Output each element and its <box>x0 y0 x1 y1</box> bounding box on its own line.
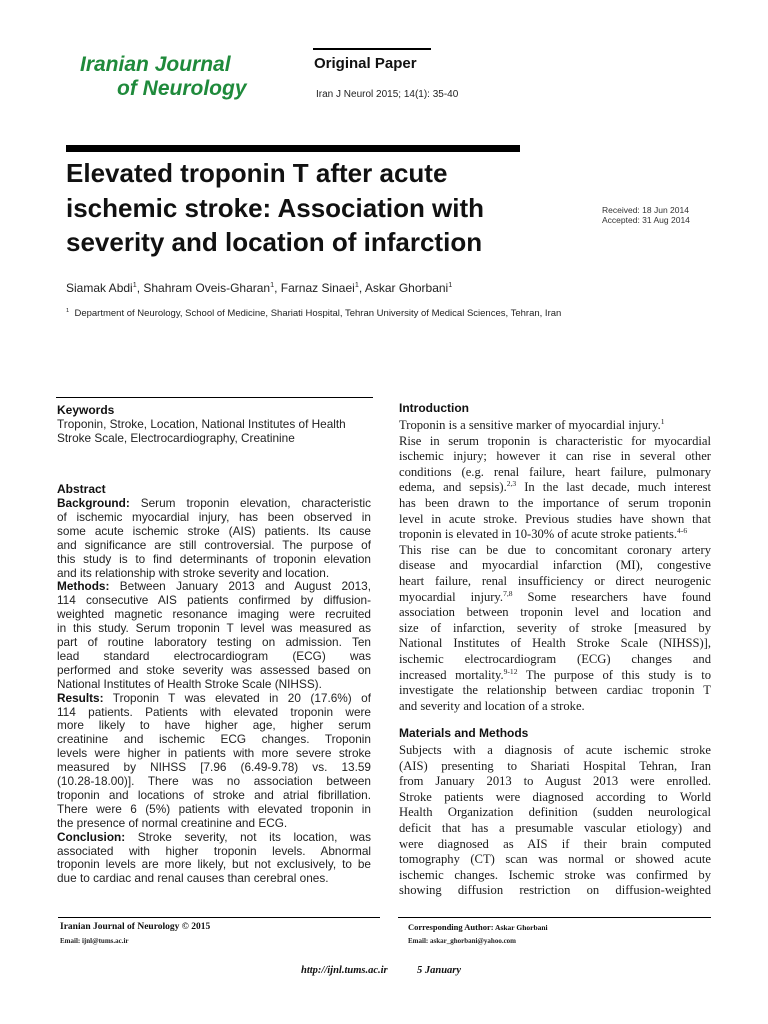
abstract-text: measured by NIHSS [7.96 (6.49-9.78) vs. 13.59 <box>57 760 371 775</box>
abstract-text: this study is to find determinants of troponin elevation <box>57 551 371 566</box>
corresponding-author-label: Corresponding Author: <box>408 922 494 932</box>
introduction-text: Rise in serum troponin is characteristic for myocardial <box>399 433 711 448</box>
abstract-line <box>57 746 371 760</box>
introduction-line <box>399 434 711 449</box>
footer-journal-email: Email: ijnl@tums.ac.ir <box>60 937 129 945</box>
abstract-text: levels were higher in patients with more severe stroke <box>57 746 371 761</box>
introduction-text: investigate the relationship between cardiac troponin T <box>399 683 711 698</box>
abstract-text: There were 6 (5%) patients with elevated troponin in <box>57 801 371 816</box>
introduction-line <box>399 668 711 683</box>
introduction-text: disease and myocardial infarction (MI), congestive <box>399 558 711 573</box>
abstract-line <box>57 816 371 830</box>
citation-marker: 7,8 <box>503 589 513 598</box>
affiliation <box>66 308 561 319</box>
author-name: Farnaz Sinaei <box>280 281 355 295</box>
introduction-line <box>399 636 711 651</box>
methods-line: tomography (CT) scan was normal or showed acute <box>399 852 711 867</box>
author-affiliation-marker: 1 <box>132 280 137 289</box>
abstract-text: (10.28-18.00)]. There was no association between <box>57 774 371 788</box>
author-separator: , <box>136 281 144 295</box>
introduction-text: In the last decade, much interest <box>516 480 711 495</box>
introduction-text: National Institutes of Health Stroke Scale (NIHSS)], <box>399 636 711 651</box>
introduction-line <box>399 621 711 636</box>
abstract-line <box>57 607 371 621</box>
methods-line: from January 2013 to August 2013 were enrolled. <box>399 774 711 789</box>
keywords-heading: Keywords <box>57 403 115 417</box>
methods-line: (AIS) presenting to Shariati Hospital Tehran, Iran <box>399 758 711 773</box>
introduction-text: size of infarction, severity of stroke [measured by <box>399 620 711 635</box>
abstract-line <box>57 663 371 677</box>
author-name: Siamak Abdi <box>66 281 133 295</box>
footer-rule-right <box>398 917 711 918</box>
abstract-line <box>57 649 371 663</box>
introduction-line <box>399 574 711 589</box>
introduction-line <box>399 699 711 714</box>
accepted-date: Accepted: 31 Aug 2014 <box>602 215 690 225</box>
introduction-text: Some researchers have found <box>512 589 711 604</box>
introduction-text: has been drawn to the importance of serum troponin <box>399 496 711 510</box>
footer-url[interactable]: http://ijnl.tums.ac.ir <box>301 965 388 976</box>
keywords-line-1: Troponin, Stroke, Location, National Institutes of Health <box>57 417 346 431</box>
introduction-text: and severity and location of a stroke. <box>399 698 585 713</box>
introduction-text: myocardial injury. <box>399 589 504 604</box>
abstract-line <box>57 830 371 844</box>
introduction-line <box>399 465 711 480</box>
citation-marker: 4-6 <box>677 526 688 535</box>
introduction-line <box>399 683 711 698</box>
abstract-text: and its relationship with stroke severity and location. <box>57 565 330 580</box>
introduction-text: This rise can be due to concomitant coronary artery <box>399 542 711 557</box>
abstract-line <box>57 593 371 607</box>
abstract-line <box>57 524 371 538</box>
author-separator: , <box>274 281 281 295</box>
abstract-line <box>57 788 371 802</box>
affiliation-text: Department of Neurology, School of Medicine, Shariati Hospital, Tehran University of Medical Sciences, Tehran, Iran <box>74 308 562 319</box>
methods-line: were diagnosed as AIS if their brain computed <box>399 836 711 851</box>
abstract-section-label: Methods: <box>57 579 110 594</box>
abstract-text: the presence of normal creatinine and ECG. <box>57 815 288 830</box>
introduction-text: Troponin is a sensitive marker of myocardial injury. <box>399 418 661 432</box>
footer-journal-copyright: Iranian Journal of Neurology © 2015 <box>60 922 211 932</box>
methods-heading: Materials and Methods <box>399 726 529 740</box>
methods-line: ischemic changes. Ischemic stroke was confirmed by <box>399 867 711 882</box>
abstract-text: National Institutes of Health Stroke Scale (NIHSS). <box>57 676 322 691</box>
methods-line: Subjects with a diagnosis of acute ischemic stroke <box>399 743 711 757</box>
abstract-section-label: Background: <box>57 496 130 510</box>
citation-marker: 2,3 <box>506 480 517 489</box>
abstract-text: creatinine and ischemic ECG changes. Troponin <box>57 732 371 747</box>
abstract-line <box>57 718 371 732</box>
abstract-text: troponin and locations of stroke and atrial fibrillation. <box>57 787 371 802</box>
abstract-line <box>57 844 371 858</box>
title-rule <box>66 145 520 152</box>
author-name: Askar Ghorbani <box>364 281 449 295</box>
paper-type-label: Original Paper <box>314 55 417 72</box>
abstract-text: Serum troponin elevation, characteristic <box>129 496 371 510</box>
abstract-line <box>57 510 371 524</box>
introduction-line <box>399 652 711 667</box>
introduction-text: ischemic injury; however it can rise in several other <box>399 449 711 464</box>
introduction-text: edema, and sepsis). <box>399 480 507 495</box>
abstract-text: performed and stoke severity was assessed based on <box>57 662 371 677</box>
introduction-line <box>399 449 711 464</box>
journal-name-line2: of Neurology <box>117 77 247 100</box>
keywords-line-2: Stroke Scale, Electrocardiography, Creatinine <box>57 431 295 445</box>
introduction-line <box>399 480 711 495</box>
abstract-heading: Abstract <box>57 482 106 496</box>
abstract-text: of ischemic myocardial injury, has been observed in <box>57 509 371 524</box>
abstract-text: weighted magnetic resonance imaging were recruited <box>57 607 371 622</box>
introduction-line <box>399 590 711 605</box>
citation-marker: 1 <box>660 416 665 426</box>
introduction-text: troponin is elevated in 10-30% of acute stroke patients. <box>399 527 678 542</box>
author-name: Shahram Oveis-Gharan <box>143 281 271 295</box>
introduction-line <box>399 558 711 573</box>
citation: Iran J Neurol 2015; 14(1): 35-40 <box>316 89 459 100</box>
abstract-line <box>57 857 371 871</box>
title-line-2: ischemic stroke: Association with <box>66 193 485 223</box>
introduction-line <box>399 512 711 527</box>
abstract-text: and significance are still controversial. The purpose of <box>57 537 371 552</box>
introduction-text: heart failure, renal insufficiency or direct neurogenic <box>399 574 711 588</box>
footer-corresponding-author <box>408 922 548 932</box>
author-affiliation-marker: 1 <box>270 280 275 289</box>
abstract-section-label: Conclusion: <box>57 829 126 844</box>
introduction-text: increased mortality. <box>399 667 504 682</box>
abstract-line <box>57 677 371 691</box>
citation-marker: 9-12 <box>503 667 518 676</box>
keywords-rule <box>56 397 373 398</box>
abstract-text: associated with higher troponin levels. Abnormal <box>57 843 371 858</box>
abstract-line <box>57 579 371 593</box>
abstract-line <box>57 538 371 552</box>
methods-line: deficit that has a presumable vascular etiology) and <box>399 821 711 835</box>
author-affiliation-marker: 1 <box>354 280 359 289</box>
abstract-line <box>57 691 371 705</box>
abstract-text: lead standard electrocardiogram (ECG) was <box>57 648 371 663</box>
footer-date: 5 January <box>417 965 462 976</box>
abstract-text: in this study. Serum troponin T level was measured as <box>57 621 371 636</box>
authors <box>66 281 452 295</box>
introduction-heading: Introduction <box>399 401 469 415</box>
methods-line: Health Organization definition (sudden neurological <box>399 805 711 820</box>
footer-rule-left <box>58 917 380 918</box>
abstract-line <box>57 635 371 649</box>
abstract-text: Stroke severity, not its location, was <box>125 829 371 844</box>
methods-line: Stroke patients were diagnosed according to World <box>399 789 711 804</box>
abstract-line <box>57 705 371 719</box>
introduction-line <box>399 605 711 620</box>
abstract-text: Between January 2013 and August 2013, <box>109 579 371 594</box>
abstract-line <box>57 621 371 635</box>
author-affiliation-marker: 1 <box>448 280 453 289</box>
journal-name-line1: Iranian Journal <box>80 53 231 76</box>
title-line-1: Elevated troponin T after acute <box>66 158 448 188</box>
abstract-line <box>57 552 371 566</box>
abstract-text: 114 patients. Patients with elevated troponin were <box>57 704 371 719</box>
abstract-text: some acute ischemic stroke (AIS) patients. Its cause <box>57 523 371 538</box>
author-separator: , <box>358 281 365 295</box>
methods-line: showing diffusion restriction on diffusion-weighted <box>399 883 711 898</box>
abstract-section-label: Results: <box>57 690 104 705</box>
abstract-line <box>57 802 371 816</box>
abstract-line <box>57 774 371 788</box>
introduction-text: level in acute stroke. Previous studies have shown that <box>399 511 711 526</box>
affiliation-number: 1 <box>66 307 70 314</box>
abstract-line <box>57 566 371 580</box>
introduction-text: The purpose of this study is to <box>517 667 711 682</box>
received-date: Received: 18 Jun 2014 <box>602 205 689 215</box>
paper-type-rule <box>313 48 431 50</box>
introduction-line <box>399 496 711 511</box>
introduction-text: association between troponin level and location and <box>399 605 711 620</box>
title-line-3: severity and location of infarction <box>66 227 483 257</box>
abstract-text: more likely to have higher age, higher serum <box>57 718 371 733</box>
abstract-line <box>57 496 371 510</box>
introduction-text: conditions (e.g. renal failure, heart failure, pulmonary <box>399 464 711 479</box>
abstract-line <box>57 760 371 774</box>
introduction-text: ischemic electrocardiogram (ECG) changes and <box>399 652 711 666</box>
abstract-text: Troponin T was elevated in 20 (17.6%) of <box>103 690 371 705</box>
abstract-text: part of routine laboratory testing on admission. Ten <box>57 635 371 649</box>
abstract-text: troponin levels are more likely, but not exclusively, to be <box>57 857 371 872</box>
abstract-text: 114 consecutive AIS patients confirmed by diffusion- <box>57 593 371 608</box>
introduction-line <box>399 418 711 433</box>
corresponding-author-name: Askar Ghorbani <box>493 923 548 932</box>
corresponding-author-email: Email: askar_ghorbani@yahoo.com <box>408 937 517 945</box>
abstract-line <box>57 732 371 746</box>
introduction-line <box>399 543 711 558</box>
abstract-text: due to cardiac and renal causes than cerebral ones. <box>57 871 329 886</box>
introduction-line <box>399 527 711 542</box>
abstract-line <box>57 871 371 885</box>
